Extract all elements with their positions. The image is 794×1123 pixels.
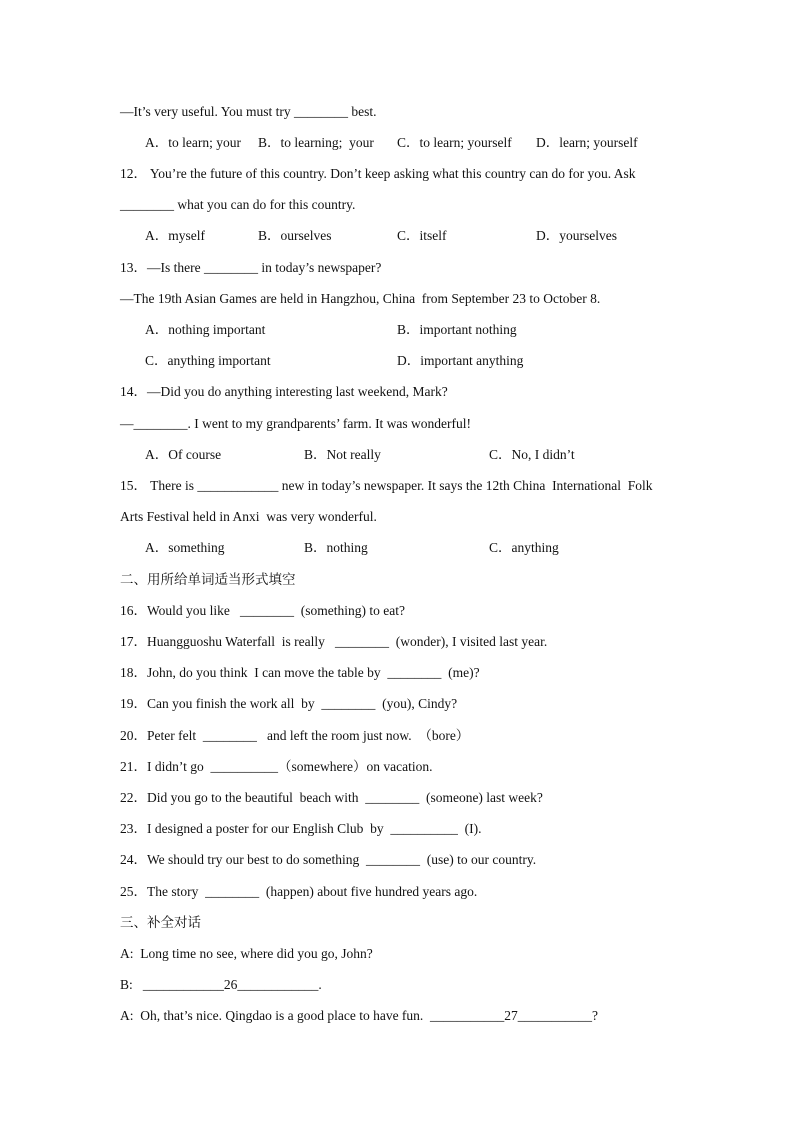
q18: 18．John, do you think I can move the table by ________ (me)? <box>120 665 480 680</box>
q11-answer-line: —It’s very useful. You must try ________ best. <box>120 104 377 119</box>
q24: 24．We should try our best to do something ________ (use) to our country. <box>120 852 537 867</box>
q12-option-c: C．itself <box>397 228 447 243</box>
q21: 21．I didn’t go __________（somewhere）on vacation. <box>120 759 433 774</box>
q20: 20．Peter felt ________ and left the room just now. （bore） <box>120 728 470 743</box>
q12-option-a: A．myself <box>145 228 205 243</box>
q13-stem-line2: —The 19th Asian Games are held in Hangzhou, China from September 23 to October 8. <box>120 291 601 306</box>
section-3-title: 三、补全对话 <box>120 915 201 931</box>
q15-option-b: B．nothing <box>304 540 368 555</box>
q12-stem-line1: 12． You’re the future of this country. Don’t keep asking what this country can do for you. Ask <box>120 166 636 181</box>
q16: 16．Would you like ________ (something) to eat? <box>120 603 405 618</box>
q15-option-a: A．something <box>145 540 225 555</box>
q14-option-c: C．No, I didn’t <box>489 447 575 462</box>
q15-stem-line2: Arts Festival held in Anxi was very wonderful. <box>120 509 377 524</box>
dialogue-line-1: A: Long time no see, where did you go, John? <box>120 946 373 961</box>
dialogue-line-2: B: ____________26____________. <box>120 977 322 992</box>
q19: 19．Can you finish the work all by ________ (you), Cindy? <box>120 696 458 711</box>
q13-option-c: C．anything important <box>145 353 271 368</box>
q14-stem-line1: 14．—Did you do anything interesting last weekend, Mark? <box>120 384 448 399</box>
q14-stem-line2: —________. I went to my grandparents’ farm. It was wonderful! <box>120 416 472 431</box>
q11-option-a: A．to learn; your <box>145 135 241 150</box>
q15-stem-line1: 15． There is ____________ new in today’s newspaper. It says the 12th China International Folk <box>120 478 653 493</box>
q13-option-b: B．important nothing <box>397 322 517 337</box>
q14-option-a: A．Of course <box>145 447 222 462</box>
q11-option-c: C．to learn; yourself <box>397 135 512 150</box>
q15-option-c: C．anything <box>489 540 559 555</box>
q17: 17．Huangguoshu Waterfall is really ________ (wonder), I visited last year. <box>120 634 548 649</box>
q22: 22．Did you go to the beautiful beach with ________ (someone) last week? <box>120 790 543 805</box>
q14-option-b: B．Not really <box>304 447 381 462</box>
q13-stem-line1: 13．—Is there ________ in today’s newspaper? <box>120 260 382 275</box>
dialogue-line-3: A: Oh, that’s nice. Qingdao is a good place to have fun. ___________27___________? <box>120 1008 599 1023</box>
q11-option-d: D．learn; yourself <box>536 135 638 150</box>
q12-option-d: D．yourselves <box>536 228 617 243</box>
q23: 23．I designed a poster for our English Club by __________ (I). <box>120 821 482 836</box>
q11-option-b: B．to learning; your <box>258 135 374 150</box>
section-2-title: 二、用所给单词适当形式填空 <box>120 572 296 588</box>
q13-option-d: D．important anything <box>397 353 524 368</box>
q13-option-a: A．nothing important <box>145 322 266 337</box>
q12-stem-line2: ________ what you can do for this country. <box>120 197 356 212</box>
q12-option-b: B．ourselves <box>258 228 332 243</box>
q25: 25．The story ________ (happen) about five hundred years ago. <box>120 884 478 899</box>
